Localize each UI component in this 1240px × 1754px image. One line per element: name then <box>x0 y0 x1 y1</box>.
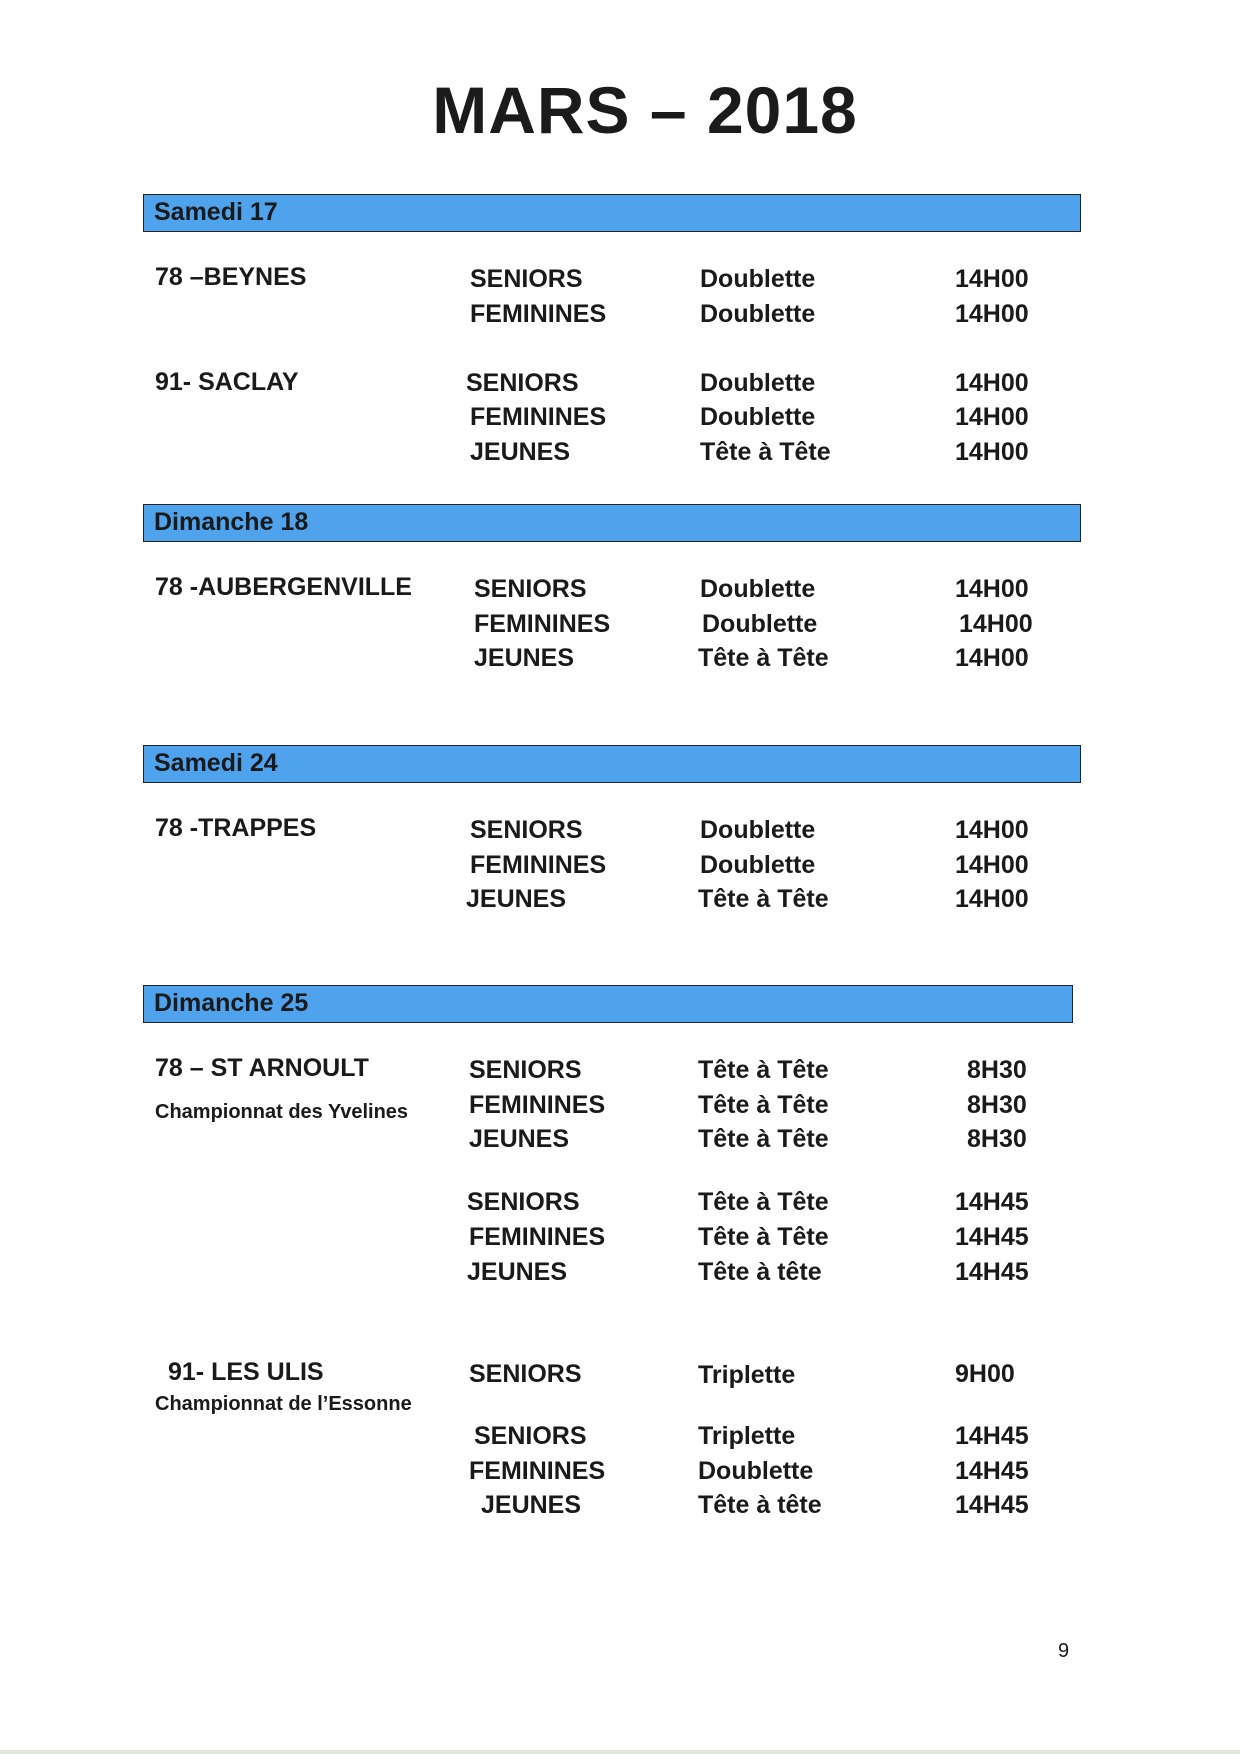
time-cell: 14H00 <box>955 816 1029 844</box>
category-cell: FEMININES <box>470 300 607 328</box>
venue-name: 78 –BEYNES <box>155 263 307 291</box>
format-cell: Doublette <box>700 851 816 879</box>
format-cell: Doublette <box>698 1457 814 1485</box>
venue-name: 78 -AUBERGENVILLE <box>155 573 412 601</box>
category-cell: SENIORS <box>474 1422 587 1450</box>
category-cell: JEUNES <box>466 885 567 913</box>
time-cell: 14H00 <box>955 369 1029 397</box>
time-cell: 14H00 <box>955 575 1029 603</box>
format-cell: Doublette <box>700 265 816 293</box>
page-title: MARS – 2018 <box>432 73 858 147</box>
category-cell: JEUNES <box>467 1258 568 1286</box>
category-cell: SENIORS <box>474 575 587 603</box>
format-cell: Tête à Tête <box>698 1188 829 1216</box>
category-cell: SENIORS <box>470 265 583 293</box>
format-cell: Doublette <box>702 610 818 638</box>
time-cell: 8H30 <box>967 1091 1027 1119</box>
time-cell: 14H45 <box>955 1457 1029 1485</box>
category-cell: JEUNES <box>470 438 571 466</box>
format-cell: Tête à Tête <box>698 1091 829 1119</box>
format-cell: Triplette <box>698 1422 796 1450</box>
venue-name: 78 – ST ARNOULT <box>155 1054 369 1082</box>
time-cell: 8H30 <box>967 1056 1027 1084</box>
format-cell: Tête à Tête <box>700 438 831 466</box>
category-cell: SENIORS <box>467 1188 580 1216</box>
venue-name: 78 -TRAPPES <box>155 814 317 842</box>
category-cell: FEMININES <box>469 1223 606 1251</box>
venue-name: 91- LES ULIS <box>168 1358 324 1386</box>
venue-subtitle: Championnat des Yvelines <box>155 1101 409 1123</box>
format-cell: Tête à Tête <box>698 1223 829 1251</box>
day-header: Dimanche 25 <box>143 985 1073 1023</box>
time-cell: 14H45 <box>955 1258 1029 1286</box>
time-cell: 14H45 <box>955 1491 1029 1519</box>
category-cell: FEMININES <box>469 1457 606 1485</box>
time-cell: 14H45 <box>955 1422 1029 1450</box>
day-header: Samedi 24 <box>143 745 1081 783</box>
category-cell: FEMININES <box>470 851 607 879</box>
time-cell: 9H00 <box>955 1360 1015 1388</box>
time-cell: 14H00 <box>955 885 1029 913</box>
category-cell: FEMININES <box>469 1091 606 1119</box>
category-cell: SENIORS <box>469 1056 582 1084</box>
time-cell: 14H45 <box>955 1188 1029 1216</box>
format-cell: Tête à tête <box>698 1491 822 1519</box>
category-cell: JEUNES <box>469 1125 570 1153</box>
format-cell: Tête à Tête <box>698 885 829 913</box>
format-cell: Doublette <box>700 816 816 844</box>
time-cell: 14H00 <box>955 300 1029 328</box>
time-cell: 14H00 <box>955 403 1029 431</box>
venue-name: 91- SACLAY <box>155 368 299 396</box>
format-cell: Triplette <box>698 1361 796 1389</box>
day-header: Samedi 17 <box>143 194 1081 232</box>
time-cell: 14H00 <box>955 644 1029 672</box>
category-cell: FEMININES <box>470 403 607 431</box>
time-cell: 14H00 <box>955 851 1029 879</box>
time-cell: 14H45 <box>955 1223 1029 1251</box>
day-header: Dimanche 18 <box>143 504 1081 542</box>
format-cell: Doublette <box>700 300 816 328</box>
time-cell: 14H00 <box>959 610 1033 638</box>
format-cell: Tête à tête <box>698 1258 822 1286</box>
time-cell: 14H00 <box>955 438 1029 466</box>
time-cell: 8H30 <box>967 1125 1027 1153</box>
format-cell: Doublette <box>700 575 816 603</box>
category-cell: JEUNES <box>474 644 575 672</box>
format-cell: Doublette <box>700 403 816 431</box>
format-cell: Tête à Tête <box>698 1056 829 1084</box>
venue-subtitle: Championnat de l’Essonne <box>155 1393 412 1415</box>
format-cell: Doublette <box>700 369 816 397</box>
page-number: 9 <box>1058 1640 1070 1662</box>
category-cell: FEMININES <box>474 610 611 638</box>
scan-edge <box>0 1750 1240 1754</box>
category-cell: SENIORS <box>466 369 579 397</box>
time-cell: 14H00 <box>955 265 1029 293</box>
format-cell: Tête à Tête <box>698 644 829 672</box>
format-cell: Tête à Tête <box>698 1125 829 1153</box>
category-cell: SENIORS <box>470 816 583 844</box>
category-cell: SENIORS <box>469 1360 582 1388</box>
category-cell: JEUNES <box>481 1491 582 1519</box>
